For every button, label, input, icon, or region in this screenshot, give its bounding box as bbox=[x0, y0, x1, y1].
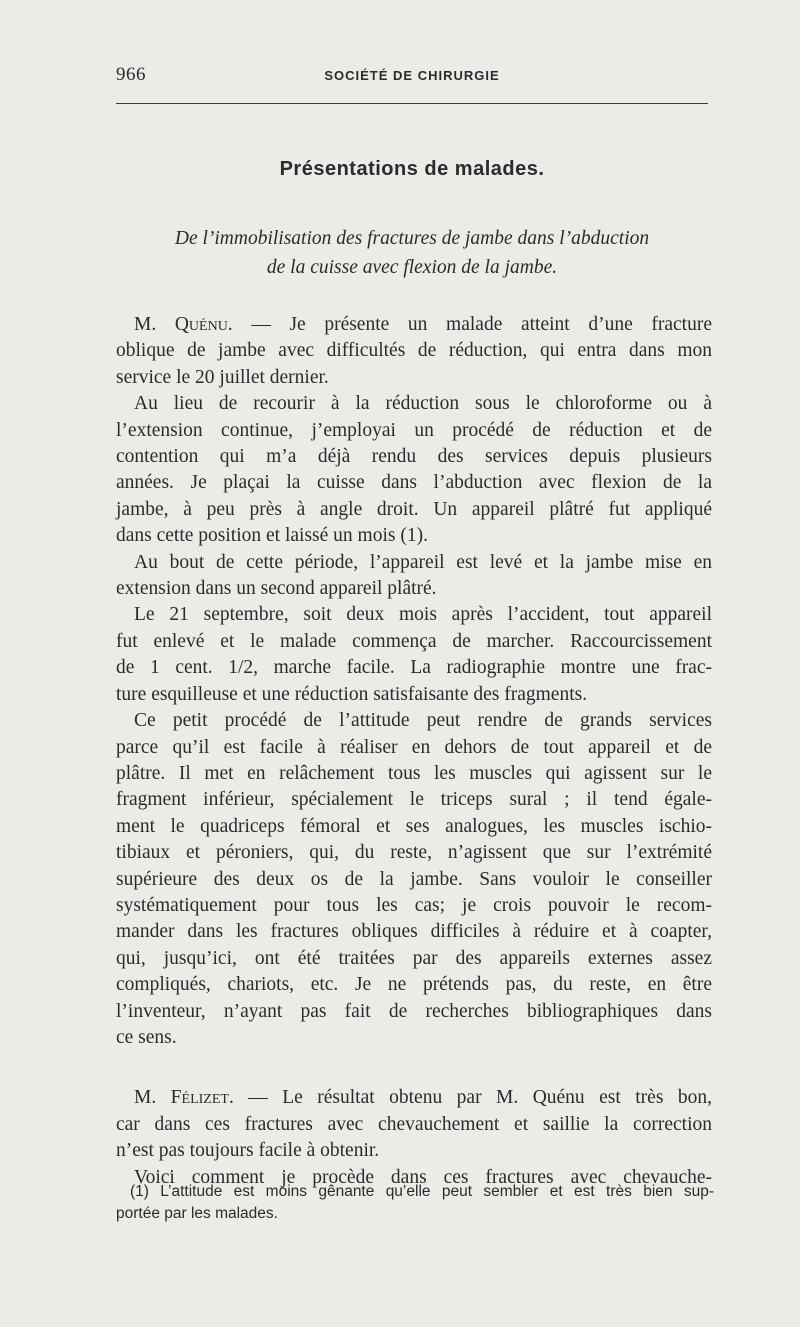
paragraph-line: fragment inférieur, spécialement le triceps sural ; il tend égale- bbox=[116, 789, 712, 811]
paragraph-line: Ce petit procédé de l’attitude peut rendre de grands services bbox=[134, 710, 712, 732]
section-spacer bbox=[116, 1051, 712, 1085]
paragraph-line: jambe, à peu près à angle droit. Un appareil plâtré fut appliqué bbox=[116, 498, 712, 520]
paragraph-line: ce sens. bbox=[116, 1026, 177, 1048]
footnote bbox=[116, 1181, 714, 1225]
paragraph-line: qui, jusqu’ici, ont été traitées par des appareils externes assez bbox=[116, 947, 712, 969]
paragraph-line: parce qu’il est facile à réaliser en dehors de tout appareil et de bbox=[116, 736, 712, 758]
paragraph-line: fut enlevé et le malade commença de marcher. Raccourcissement bbox=[116, 630, 712, 652]
paragraph-line: oblique de jambe avec difficultés de réduction, qui entra dans mon bbox=[116, 340, 712, 362]
subtitle-line: De l’immobilisation des fractures de jambe dans l’abduction bbox=[174, 228, 650, 249]
paragraph-line: M. Félizet. — Le résultat obtenu par M. Quénu est très bon, bbox=[134, 1087, 713, 1109]
section-title: Présentations de malades. bbox=[279, 158, 545, 180]
paragraph-line: extension dans un second appareil plâtré. bbox=[116, 578, 437, 600]
running-title: SOCIÉTÉ DE CHIRURGIE bbox=[324, 68, 500, 83]
speaker-name: M. Félizet. bbox=[134, 1087, 234, 1109]
paragraph-line: car dans ces fractures avec chevauchement et saillie la correction bbox=[116, 1113, 712, 1135]
paragraph-line: M. Quénu. — Je présente un malade atteint d’une fracture bbox=[134, 314, 712, 335]
paragraph-line: dans cette position et laissé un mois (1). bbox=[116, 525, 428, 547]
paragraph-line: années. Je plaçai la cuisse dans l’abduction avec flexion de la bbox=[116, 472, 712, 494]
paragraph-line: l’inventeur, n’ayant pas fait de recherches bibliographiques dans bbox=[116, 1000, 712, 1022]
paragraph-line: contention qui m’a déjà rendu des services depuis plusieurs bbox=[116, 446, 712, 468]
paragraph-line: supérieure des deux os de la jambe. Sans vouloir le conseiller bbox=[116, 868, 712, 890]
paragraph-line: n’est pas toujours facile à obtenir. bbox=[116, 1140, 380, 1162]
paragraph-line: service le 20 juillet dernier. bbox=[116, 366, 329, 388]
paragraph-line: Au lieu de recourir à la réduction sous le chloroforme ou à bbox=[134, 393, 712, 415]
page-number: 966 bbox=[116, 64, 146, 85]
page-header bbox=[116, 64, 708, 92]
paragraph-line: Le 21 septembre, soit deux mois après l’accident, tout appareil bbox=[134, 604, 712, 626]
subtitle-line: de la cuisse avec flexion de la jambe. bbox=[266, 257, 558, 278]
paragraph-line: mander dans les fractures obliques difficiles à réduire et à coapter, bbox=[116, 921, 712, 943]
footnote-line: (1) L’attitude est moins gênante qu’elle peut sembler et est très bien sup- bbox=[130, 1183, 714, 1200]
paragraph-line: ment le quadriceps fémoral et ses analogues, les muscles ischio- bbox=[116, 815, 712, 837]
paragraph-line: l’extension continue, j’employai un procédé de réduction et de bbox=[116, 419, 712, 441]
paragraph-line: compliqués, chariots, etc. Je ne prétends pas, du reste, en être bbox=[116, 974, 712, 996]
paragraph-line: de 1 cent. 1/2, marche facile. La radiographie montre une frac- bbox=[116, 657, 712, 679]
paragraph-line: tibiaux et péroniers, qui, du reste, n’agissent que sur l’extrémité bbox=[116, 842, 712, 864]
paragraph-line: ture esquilleuse et une réduction satisfaisante des fragments. bbox=[116, 683, 588, 705]
paragraph-line: Au bout de cette période, l’appareil est levé et la jambe mise en bbox=[134, 551, 712, 573]
paragraph-line: plâtre. Il met en relâchement tous les muscles qui agissent sur le bbox=[116, 762, 712, 784]
speaker-name: M. Quénu. bbox=[134, 314, 233, 335]
paragraph-line: systématiquement pour tous les cas; je crois pouvoir le recom- bbox=[116, 894, 712, 916]
article-subtitle bbox=[116, 224, 708, 282]
footnote-line: portée par les malades. bbox=[116, 1205, 278, 1222]
body-text bbox=[116, 312, 712, 1191]
header-rule bbox=[116, 103, 708, 104]
paragraph-line: Voici comment je procède dans ces fractures avec chevauche- bbox=[134, 1166, 712, 1188]
